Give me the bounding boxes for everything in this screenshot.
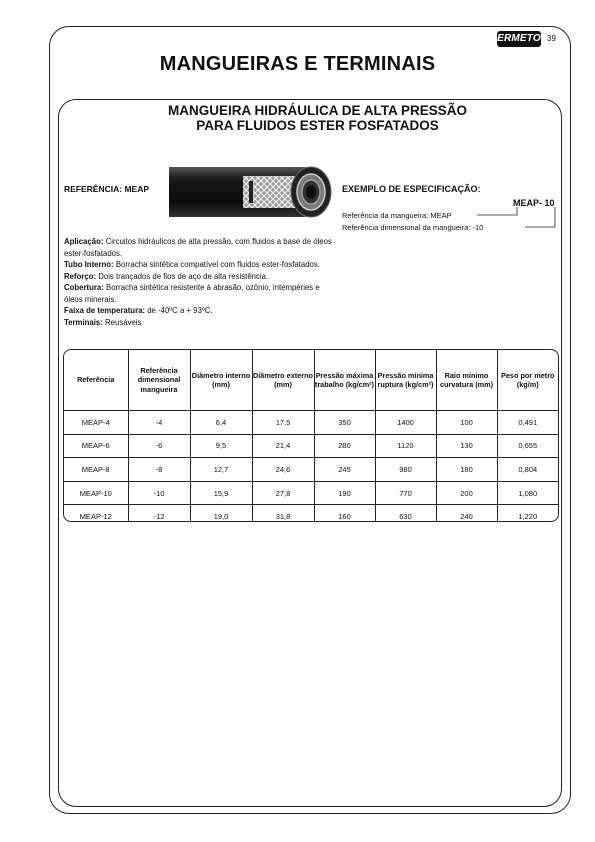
col-weight-per-meter: Peso por metro (kg/m): [497, 350, 558, 411]
cell-min-bend-radius: 130: [436, 434, 497, 458]
section-title-line2: PARA FLUIDOS ESTER FOSFATADOS: [196, 118, 439, 133]
col-reference: Referência: [64, 350, 128, 411]
cell-weight-per-meter: 0,804: [497, 458, 558, 482]
section-title-line1: MANGUEIRA HIDRÁULICA DE ALTA PRESSÃO: [168, 103, 467, 118]
cell-weight-per-meter: 0,491: [497, 411, 558, 435]
cell-inner-diameter: 19,0: [190, 505, 252, 522]
desc-reinforcement: Reforço: Dois trançados de fios de aço de alta resistência.: [64, 271, 269, 281]
cell-max-working-pressure: 350: [314, 411, 375, 435]
cell-outer-diameter: 24,6: [252, 458, 314, 482]
cell-max-working-pressure: 280: [314, 434, 375, 458]
desc-fittings: Terminais: Reusáveis: [64, 317, 142, 327]
page-title: MANGUEIRAS E TERMINAIS: [159, 53, 436, 75]
col-dimensional-reference: Referência dimensional mangueira: [128, 350, 190, 411]
cell-min-burst-pressure: 1120: [375, 434, 436, 458]
cell-weight-per-meter: 0,655: [497, 434, 558, 458]
col-min-burst-pressure: Pressão mínima ruptura (kg/cm²): [375, 350, 436, 411]
cell-min-bend-radius: 240: [436, 505, 497, 522]
hose-description: [64, 236, 334, 328]
cell-outer-diameter: 17,5: [252, 411, 314, 435]
cell-min-burst-pressure: 980: [375, 458, 436, 482]
cell-reference: MEAP-4: [64, 411, 128, 435]
cell-outer-diameter: 31,8: [252, 505, 314, 522]
table-row: [64, 481, 558, 505]
reference-label: REFERÊNCIA: MEAP: [64, 184, 150, 194]
cell-max-working-pressure: 190: [314, 481, 375, 505]
table-row: [64, 458, 558, 482]
cell-reference: MEAP-12: [64, 505, 128, 522]
table-header-row: [64, 350, 558, 411]
table-row: [64, 505, 558, 522]
ermeto-logo: ERMETO: [497, 31, 541, 47]
cell-min-bend-radius: 200: [436, 481, 497, 505]
section-title: [0, 103, 595, 133]
cell-reference: MEAP-10: [64, 481, 128, 505]
cell-inner-diameter: 9,5: [190, 434, 252, 458]
col-min-bend-radius: Raio mínimo curvatura (mm): [436, 350, 497, 411]
cell-dimensional-reference: -4: [128, 411, 190, 435]
example-bracket: [475, 205, 565, 237]
cell-max-working-pressure: 160: [314, 505, 375, 522]
cell-min-burst-pressure: 1400: [375, 411, 436, 435]
cell-dimensional-reference: -6: [128, 434, 190, 458]
desc-inner-tube: Tubo Interno: Borracha sintética compatível com fluidos ester-fosfatados.: [64, 260, 320, 269]
col-outer-diameter: Diâmetro externo (mm): [252, 350, 314, 411]
example-hose-reference: Referência da mangueira: MEAP: [342, 211, 452, 220]
cell-outer-diameter: 21,4: [252, 434, 314, 458]
page-number: 39: [547, 34, 556, 43]
cell-min-bend-radius: 180: [436, 458, 497, 482]
example-label: EXEMPLO DE ESPECIFICAÇÃO:: [342, 184, 481, 194]
table-row: [64, 434, 558, 458]
cell-min-burst-pressure: 770: [375, 481, 436, 505]
cell-inner-diameter: 15,9: [190, 481, 252, 505]
cell-dimensional-reference: -12: [128, 505, 190, 522]
specifications-table: [63, 349, 559, 522]
cell-min-bend-radius: 100: [436, 411, 497, 435]
col-max-working-pressure: Pressão máxima trabalho (kg/cm²): [314, 350, 375, 411]
cell-weight-per-meter: 1,220: [518, 512, 538, 522]
cell-reference: MEAP-8: [64, 458, 128, 482]
desc-cover: Cobertura: Borracha sintética resistente à abrasão, ozônio, intempéries e óleos minerais.: [64, 283, 320, 304]
table-row: [64, 411, 558, 435]
hose-illustration: [165, 163, 337, 221]
cell-dimensional-reference: -10: [128, 481, 190, 505]
col-inner-diameter: Diâmetro interno (mm): [190, 350, 252, 411]
cell-inner-diameter: 12,7: [190, 458, 252, 482]
cell-outer-diameter: 27,8: [252, 481, 314, 505]
cell-max-working-pressure: 245: [314, 458, 375, 482]
cell-inner-diameter: 6,4: [190, 411, 252, 435]
desc-application: Aplicação: Circuitos hidráulicos de alta pressão, com fluidos a base de óleos ester-fosfatados.: [64, 237, 332, 258]
cell-min-burst-pressure: 630: [375, 505, 436, 522]
cell-dimensional-reference: -8: [128, 458, 190, 482]
cell-reference: MEAP-6: [64, 434, 128, 458]
example-dimensional-reference: Referência dimensional da mangueira: -10: [342, 223, 484, 232]
cell-weight-per-meter: 1,080: [497, 481, 558, 505]
example-code: MEAP- 10: [513, 198, 555, 208]
desc-temperature-range: Faixa de temperatura: de -40ºC a + 93ºC.: [64, 306, 213, 315]
